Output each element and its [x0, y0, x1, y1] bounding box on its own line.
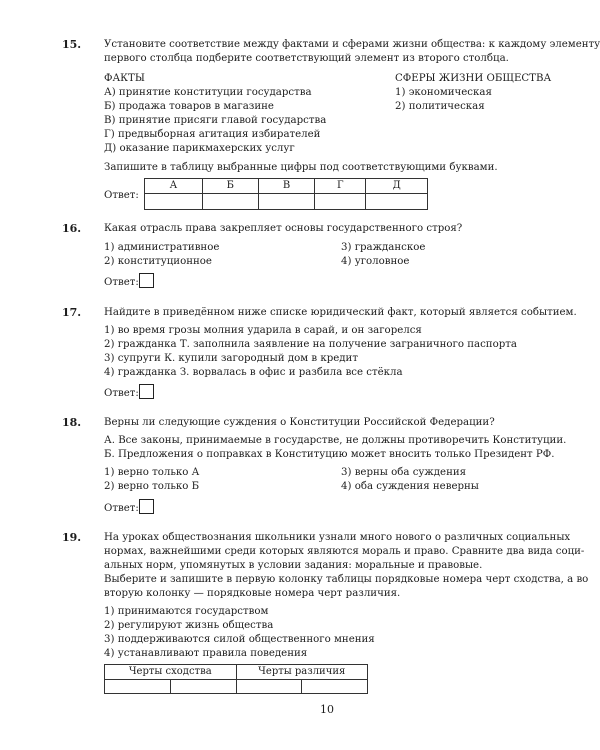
q15-answer-label: Ответ:	[104, 190, 139, 201]
q15-sphere: 2) политическая	[395, 101, 485, 112]
q15-text-line1: Установите соответствие между фактами и сферами жизни общества: к каждому элементу	[104, 39, 600, 50]
q17-option: 3) супруги К. купили загородный дом в кредит	[104, 353, 358, 364]
q15-col-a: А	[145, 179, 203, 194]
q15-fact: Д) оказание парикмахерских услуг	[104, 143, 295, 154]
page-number: 10	[320, 703, 334, 716]
q19-col-similar: Черты сходства	[105, 665, 237, 680]
q18-option: 4) оба суждения неверны	[341, 481, 479, 492]
q19-answer-cell[interactable]	[236, 680, 302, 694]
q18-option: 2) верно только Б	[104, 481, 200, 492]
q19-number: 19.	[62, 531, 82, 544]
q15-fact: В) принятие присяги главой государства	[104, 115, 327, 126]
q19-answer-cell[interactable]	[170, 680, 236, 694]
q18-option: 3) верны оба суждения	[341, 467, 467, 478]
q17-answer-label: Ответ:	[104, 388, 139, 399]
q15-answer-cell[interactable]	[315, 194, 366, 210]
q18-text: Верны ли следующие суждения о Конституции Российской Федерации?	[104, 417, 495, 428]
q19-col-diff: Черты различия	[236, 665, 368, 680]
q18-option: 1) верно только А	[104, 467, 200, 478]
q19-text-line: нормах, важнейшими среди которых являются мораль и право. Сравните два вида соци-	[104, 546, 585, 557]
q19-option: 1) принимаются государством	[104, 606, 269, 617]
q19-text-line: На уроках обществознания школьники узнали много нового о различных социальных	[104, 532, 571, 543]
q15-number: 15.	[62, 38, 82, 51]
q19-option: 3) поддерживаются силой общественного мнения	[104, 634, 375, 645]
q16-option: 3) гражданское	[341, 242, 426, 253]
q15-answer-cell[interactable]	[145, 194, 203, 210]
q15-answer-cell[interactable]	[202, 194, 258, 210]
q16-option: 2) конституционное	[104, 256, 212, 267]
q16-answer-box[interactable]	[139, 273, 154, 288]
q15-answer-table	[144, 178, 428, 210]
q19-option: 2) регулируют жизнь общества	[104, 620, 274, 631]
q15-col-g: Г	[315, 179, 366, 194]
q17-option: 1) во время грозы молния ударила в сарай, и он загорелся	[104, 325, 422, 336]
q16-number: 16.	[62, 222, 82, 235]
q19-answer-table	[104, 664, 368, 694]
q18-answer-box[interactable]	[139, 499, 154, 514]
q17-option: 4) гражданка З. ворвалась в офис и разбила все стёкла	[104, 367, 403, 378]
q15-sphere: 1) экономическая	[395, 87, 492, 98]
q15-answer-cell[interactable]	[258, 194, 314, 210]
q17-text: Найдите в приведённом ниже списке юридический факт, который является событием.	[104, 307, 577, 318]
q19-option: 4) устанавливают правила поведения	[104, 648, 308, 659]
q18-number: 18.	[62, 416, 82, 429]
q16-option: 1) административное	[104, 242, 220, 253]
q15-spheres-header: СФЕРЫ ЖИЗНИ ОБЩЕСТВА	[395, 73, 552, 84]
q15-instruction: Запишите в таблицу выбранные цифры под соответствующими буквами.	[104, 162, 498, 173]
q17-number: 17.	[62, 306, 82, 319]
q15-fact: Г) предвыборная агитация избирателей	[104, 129, 321, 140]
q19-text-line: альных норм, упомянутых в условии задания: моральные и правовые.	[104, 560, 483, 571]
q15-fact: Б) продажа товаров в магазине	[104, 101, 274, 112]
q15-col-v: В	[258, 179, 314, 194]
q17-option: 2) гражданка Т. заполнила заявление на получение заграничного паспорта	[104, 339, 517, 350]
q15-col-d: Д	[366, 179, 428, 194]
q15-fact: А) принятие конституции государства	[104, 87, 312, 98]
q15-answer-cell[interactable]	[366, 194, 428, 210]
q15-text-line2: первого столбца подберите соответствующий элемент из второго столбца.	[104, 53, 509, 64]
q18-statement-a: А. Все законы, принимаемые в государстве, не должны противоречить Конституции.	[104, 435, 567, 446]
q15-facts-header: ФАКТЫ	[104, 73, 145, 84]
q16-option: 4) уголовное	[341, 256, 410, 267]
q19-text-line: вторую колонку — порядковые номера черт различия.	[104, 588, 401, 599]
q19-answer-cell[interactable]	[105, 680, 171, 694]
q17-answer-box[interactable]	[139, 384, 154, 399]
q15-col-b: Б	[202, 179, 258, 194]
q19-answer-cell[interactable]	[302, 680, 368, 694]
q16-answer-label: Ответ:	[104, 277, 139, 288]
q18-statement-b: Б. Предложения о поправках в Конституцию может вносить только Президент РФ.	[104, 449, 555, 460]
q16-text: Какая отрасль права закрепляет основы государственного строя?	[104, 223, 463, 234]
q18-answer-label: Ответ:	[104, 503, 139, 514]
q19-text-line: Выберите и запишите в первую колонку таблицы порядковые номера черт сходства, а во	[104, 574, 589, 585]
